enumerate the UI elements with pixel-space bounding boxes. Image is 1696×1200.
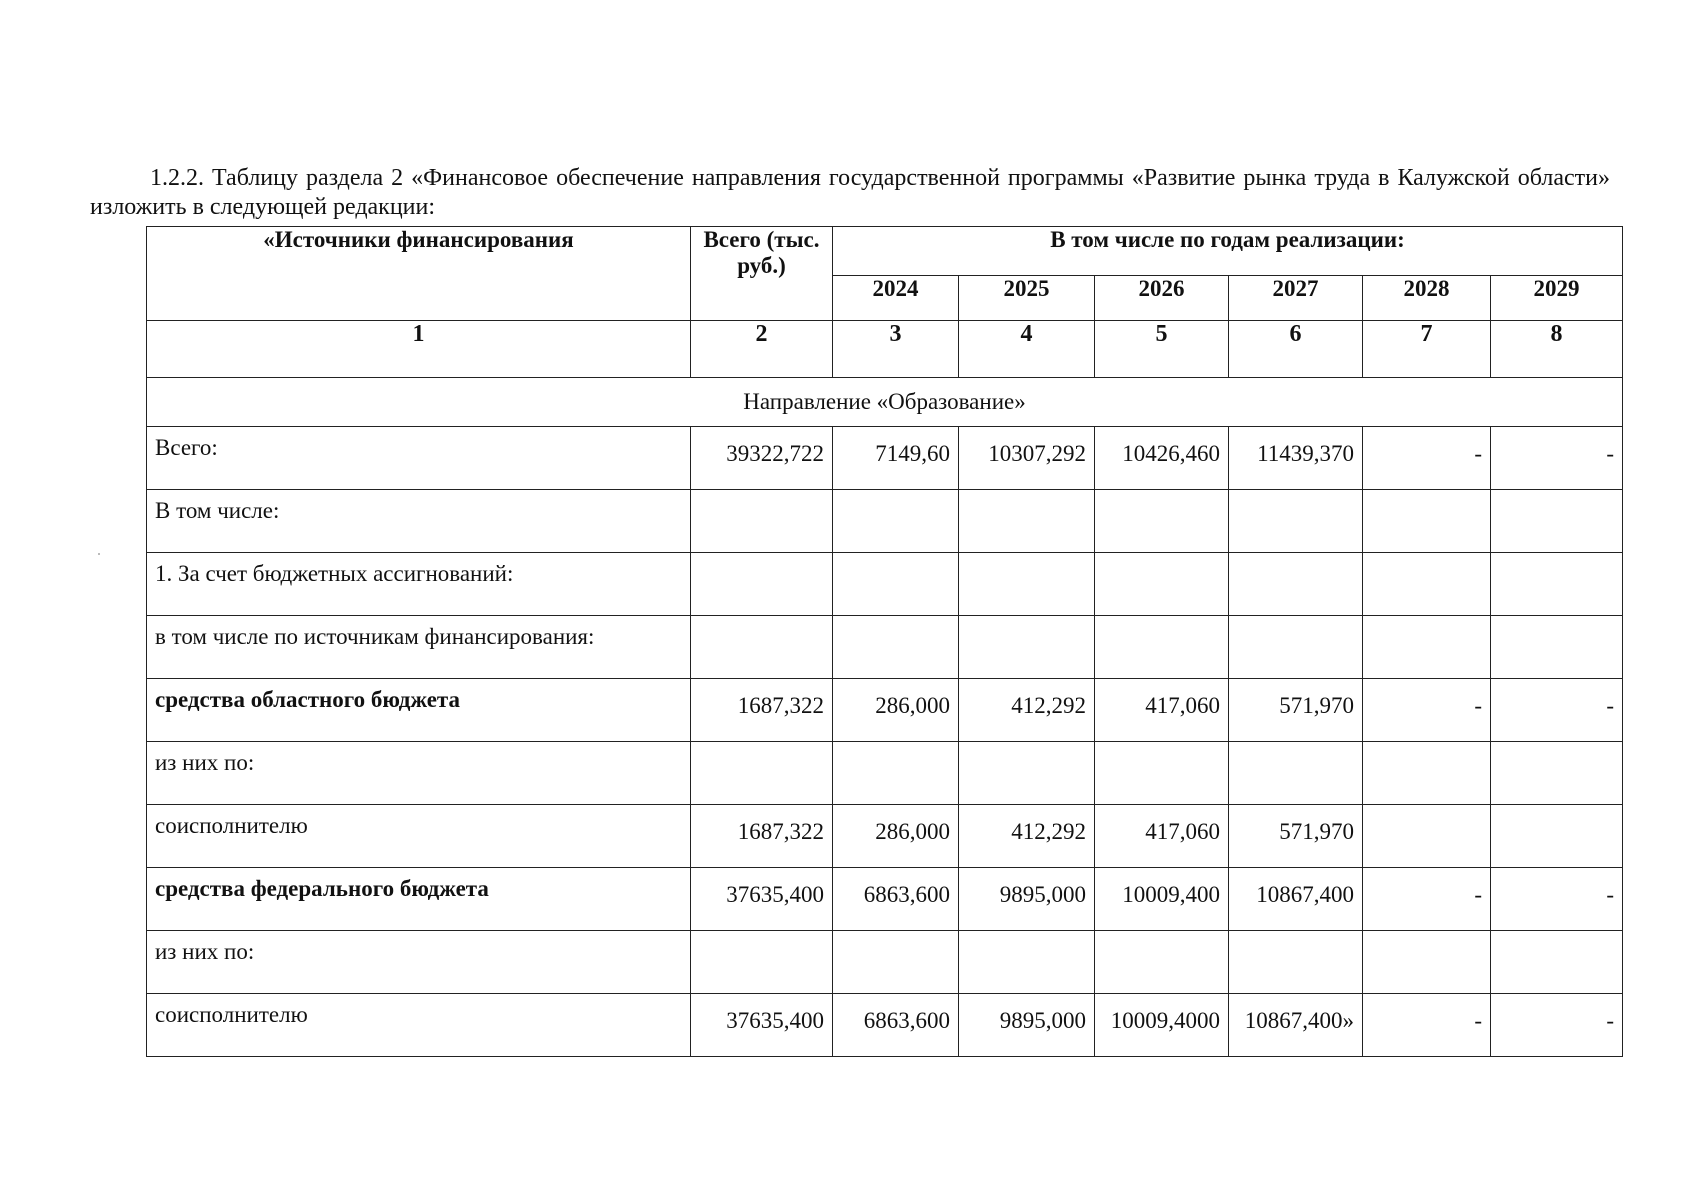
scan-speck: [98, 553, 100, 555]
row-value: -: [1491, 427, 1623, 490]
row-value: 571,970: [1229, 679, 1363, 742]
year-2029: 2029: [1491, 276, 1623, 321]
row-value: [1491, 742, 1623, 805]
row-value: -: [1363, 679, 1491, 742]
row-value: [959, 553, 1095, 616]
year-2025: 2025: [959, 276, 1095, 321]
row-value: [1363, 805, 1491, 868]
row-value: 9895,000: [959, 868, 1095, 931]
row-value: [1363, 553, 1491, 616]
row-value: [691, 931, 833, 994]
row-label: соисполнителю: [147, 994, 691, 1057]
table-row: [147, 427, 1623, 490]
row-value: -: [1491, 679, 1623, 742]
row-value: [1229, 616, 1363, 679]
row-value: 417,060: [1095, 679, 1229, 742]
row-value: [1095, 490, 1229, 553]
row-value: [833, 553, 959, 616]
row-value: [691, 616, 833, 679]
row-value: [1229, 490, 1363, 553]
row-value: [1363, 742, 1491, 805]
col-number: 5: [1095, 321, 1229, 378]
table-row: [147, 868, 1623, 931]
row-value: [691, 742, 833, 805]
row-value: [1491, 931, 1623, 994]
row-value: [833, 616, 959, 679]
row-value: -: [1363, 994, 1491, 1057]
header-total: Всего (тыс. руб.): [691, 227, 833, 321]
row-value: 10426,460: [1095, 427, 1229, 490]
row-value: 37635,400: [691, 994, 833, 1057]
row-value: [1095, 553, 1229, 616]
table-row: [147, 742, 1623, 805]
table-row: [147, 679, 1623, 742]
row-value: [1491, 805, 1623, 868]
col-number: 3: [833, 321, 959, 378]
table-row: [147, 994, 1623, 1057]
financing-table: [146, 226, 1623, 1057]
row-label: средства федерального бюджета: [147, 868, 691, 931]
row-label: в том числе по источникам финансирования:: [147, 616, 691, 679]
row-value: 1687,322: [691, 805, 833, 868]
row-value: 37635,400: [691, 868, 833, 931]
row-value: [1363, 931, 1491, 994]
table-row: [147, 553, 1623, 616]
col-number: 6: [1229, 321, 1363, 378]
row-label: из них по:: [147, 742, 691, 805]
row-value: 417,060: [1095, 805, 1229, 868]
row-value: [1095, 616, 1229, 679]
col-number: 1: [147, 321, 691, 378]
row-value: -: [1491, 868, 1623, 931]
row-value: [959, 742, 1095, 805]
table-row: [147, 490, 1623, 553]
row-value: 6863,600: [833, 994, 959, 1057]
header-sources: «Источники финансирования: [147, 227, 691, 321]
row-value: [833, 742, 959, 805]
row-value: 412,292: [959, 679, 1095, 742]
row-value: [1229, 742, 1363, 805]
row-label: 1. За счет бюджетных ассигнований:: [147, 553, 691, 616]
table-row: [147, 616, 1623, 679]
row-value: [1229, 553, 1363, 616]
row-value: [1491, 490, 1623, 553]
row-value: [691, 490, 833, 553]
row-value: -: [1363, 427, 1491, 490]
row-value: 7149,60: [833, 427, 959, 490]
row-value: 6863,600: [833, 868, 959, 931]
year-2026: 2026: [1095, 276, 1229, 321]
row-label: соисполнителю: [147, 805, 691, 868]
col-number: 7: [1363, 321, 1491, 378]
row-label: из них по:: [147, 931, 691, 994]
row-value: 10009,400: [1095, 868, 1229, 931]
year-2027: 2027: [1229, 276, 1363, 321]
table-row: [147, 931, 1623, 994]
row-label: средства областного бюджета: [147, 679, 691, 742]
row-value: 1687,322: [691, 679, 833, 742]
header-years-group: В том числе по годам реализации:: [833, 227, 1623, 276]
col-number: 8: [1491, 321, 1623, 378]
col-number: 4: [959, 321, 1095, 378]
row-value: -: [1491, 994, 1623, 1057]
table-row: [147, 805, 1623, 868]
row-value: 10009,4000: [1095, 994, 1229, 1057]
year-2024: 2024: [833, 276, 959, 321]
row-value: [1229, 931, 1363, 994]
row-value: [959, 616, 1095, 679]
row-value: 39322,722: [691, 427, 833, 490]
intro-paragraph: 1.2.2. Таблицу раздела 2 «Финансовое обеспечение направления государственной программы «Развитие рынка труда в Калужской области» изложить в следующей редакции:: [90, 165, 1610, 220]
col-number: 2: [691, 321, 833, 378]
row-value: 286,000: [833, 679, 959, 742]
row-value: 10867,400»: [1229, 994, 1363, 1057]
row-value: [1491, 553, 1623, 616]
row-value: 571,970: [1229, 805, 1363, 868]
row-value: [1363, 490, 1491, 553]
row-value: [691, 553, 833, 616]
row-value: [1095, 742, 1229, 805]
row-value: 412,292: [959, 805, 1095, 868]
year-2028: 2028: [1363, 276, 1491, 321]
row-value: [833, 931, 959, 994]
row-value: 286,000: [833, 805, 959, 868]
row-label: Всего:: [147, 427, 691, 490]
row-label: В том числе:: [147, 490, 691, 553]
row-value: [959, 931, 1095, 994]
section-title: Направление «Образование»: [147, 378, 1623, 427]
row-value: [1363, 616, 1491, 679]
row-value: -: [1363, 868, 1491, 931]
row-value: 10307,292: [959, 427, 1095, 490]
row-value: [1095, 931, 1229, 994]
row-value: [1491, 616, 1623, 679]
row-value: [959, 490, 1095, 553]
row-value: 11439,370: [1229, 427, 1363, 490]
row-value: 10867,400: [1229, 868, 1363, 931]
row-value: 9895,000: [959, 994, 1095, 1057]
row-value: [833, 490, 959, 553]
